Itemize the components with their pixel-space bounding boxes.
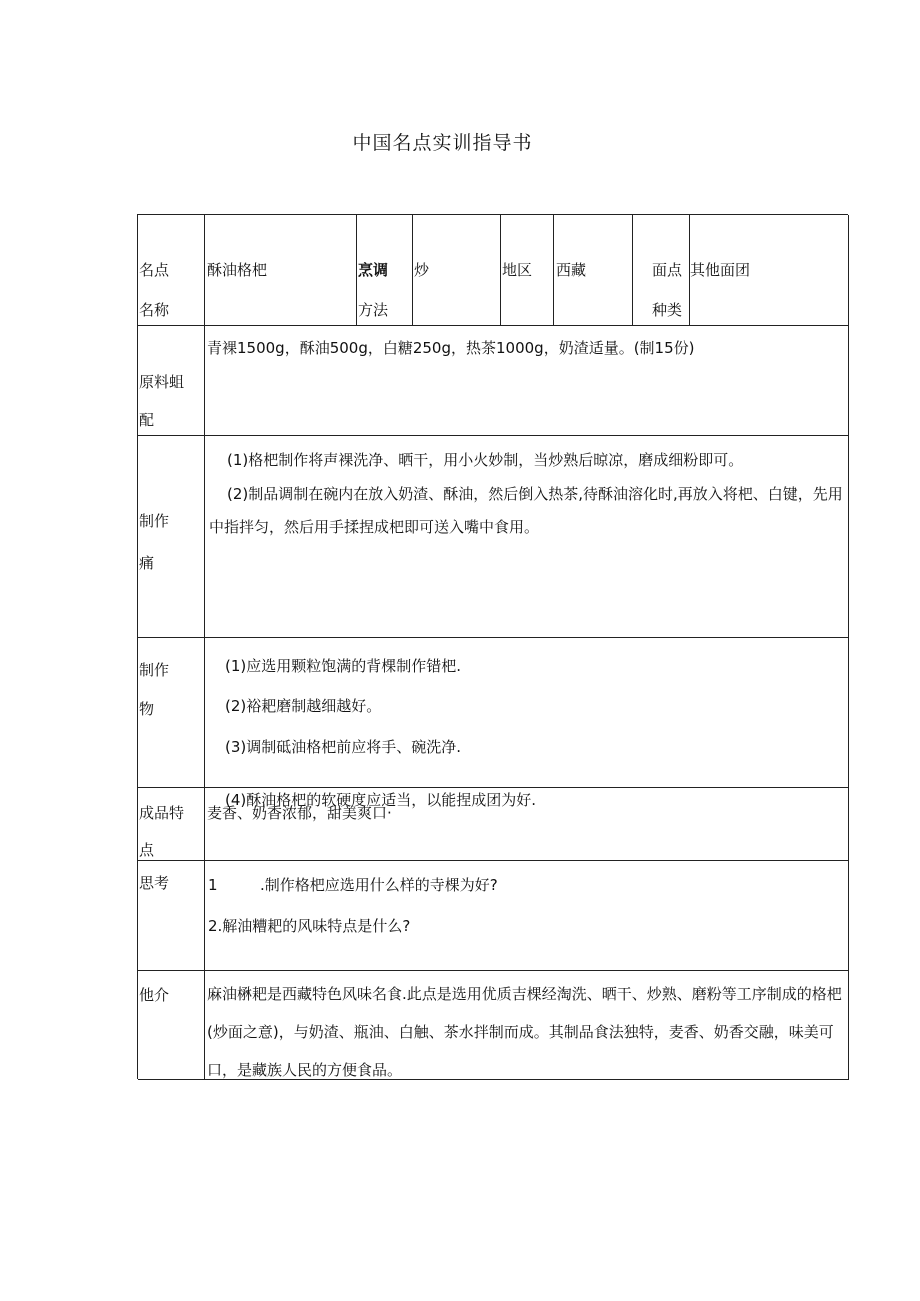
method-label-cell xyxy=(357,215,413,326)
notes-item-4: (4)酥油格杷的软硬度应适当，以能捏成团为好. xyxy=(225,791,537,809)
method-value: 炒 xyxy=(414,261,430,279)
category-label-line1: 面点 xyxy=(652,261,683,279)
notes-label-line2: 物 xyxy=(139,700,155,718)
process-label-cell xyxy=(138,436,205,638)
name-value-cell xyxy=(205,215,357,326)
ingredients-label-line1: 原料蛆 xyxy=(139,373,185,391)
questions-label-cell xyxy=(138,861,205,971)
process-label-line2: 痛 xyxy=(139,554,155,572)
features-text: 麦香、奶香浓郁，甜美爽口· xyxy=(207,804,392,822)
question-1-number: 1 xyxy=(208,876,218,894)
features-label-cell xyxy=(138,788,205,861)
ingredients-text: 青裸1500g，酥油500g，白糖250g，热茶1000g，奶渣适量。(制15份) xyxy=(207,339,695,357)
category-label-cell xyxy=(633,215,690,326)
questions-label: 思考 xyxy=(139,874,170,892)
questions-value-cell xyxy=(205,861,849,971)
method-label-line1: 烹调 xyxy=(358,261,389,279)
notes-item-2: (2)裕耙磨制越细越好。 xyxy=(225,697,382,715)
category-value-cell xyxy=(690,215,849,326)
method-label-line2: 方法 xyxy=(358,301,389,319)
notes-item-3: (3)调制砥油格杷前应将手、碗洗净. xyxy=(225,738,462,756)
notes-item-1: (1)应选用颗粒饱满的背棵制作错杷. xyxy=(225,657,462,675)
ingredients-label-line2: 配 xyxy=(139,411,155,429)
name-label-line1: 名点 xyxy=(139,261,170,279)
features-value-cell xyxy=(205,788,849,861)
intro-value-cell xyxy=(205,971,849,1080)
region-value-cell xyxy=(554,215,633,326)
region-label: 地区 xyxy=(502,261,533,279)
category-label-line2: 种类 xyxy=(652,301,683,319)
intro-label-cell xyxy=(138,971,205,1080)
name-value: 酥油格杷 xyxy=(207,261,268,279)
process-step-2: (2)制品调制在碗内在放入奶渣、酥油，然后倒入热茶,待酥油溶化时,再放入将杷、白键，先用中指拌匀，然后用手揉捏成杷即可送入嘴中食用。 xyxy=(209,485,843,536)
intro-label: 他介 xyxy=(139,986,170,1004)
notes-label-line1: 制作 xyxy=(139,661,170,679)
name-label-line2: 名称 xyxy=(139,301,170,319)
features-label-line2: 点 xyxy=(139,841,155,859)
method-value-cell xyxy=(413,215,501,326)
region-value: 西藏 xyxy=(556,261,587,279)
recipe-table xyxy=(137,214,848,1079)
process-step-1: (1)格杷制作将声裸洗净、晒干，用小火妙制，当炒熟后晾凉，磨成细粉即可。 xyxy=(227,451,744,469)
question-1-text: .制作格杷应选用什么样的寺棵为好? xyxy=(260,876,498,894)
name-label-cell xyxy=(138,215,205,326)
page-title: 中国名点实训指导书 xyxy=(352,132,533,154)
process-value-cell xyxy=(205,436,849,638)
category-value: 其他面团 xyxy=(690,261,751,279)
ingredients-value-cell xyxy=(205,326,849,436)
question-2-text: 2.解油糟耙的风味特点是什么? xyxy=(208,917,411,935)
features-label-line1: 成品特 xyxy=(139,804,185,822)
notes-label-cell xyxy=(138,638,205,788)
intro-text: 麻油楙耙是西藏特色风味名食.此点是选用优质吉棵经淘洗、晒干、炒熟、磨粉等工序制成的格杷(炒面之意)，与奶渣、瓶油、白触、茶水拌制而成。其制品食法独特，麦香、奶香交融，味美可口，是藏族人民的方便食品。 xyxy=(207,985,842,1079)
notes-value-cell xyxy=(205,638,849,809)
process-label-line1: 制作 xyxy=(139,512,170,530)
region-label-cell xyxy=(501,215,554,326)
ingredients-label-cell xyxy=(138,326,205,436)
